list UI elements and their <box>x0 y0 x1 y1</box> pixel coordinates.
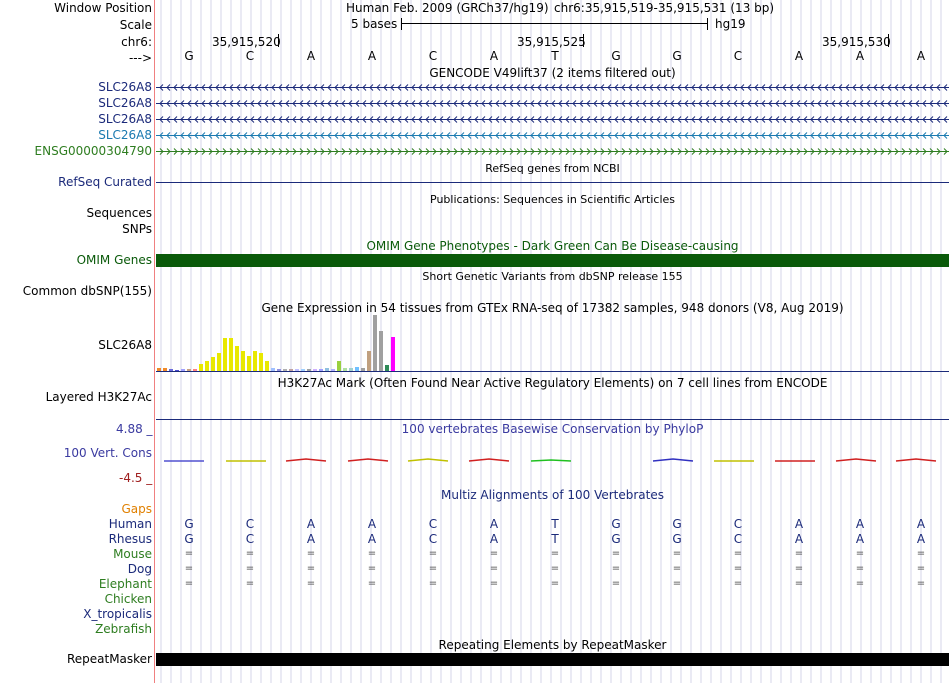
alignment-base: G <box>184 517 194 531</box>
gtex-tissue-bar[interactable] <box>331 369 335 371</box>
alignment-base: A <box>306 517 316 531</box>
gtex-label[interactable]: SLC26A8 <box>98 338 152 352</box>
alignment-base: T <box>551 517 559 531</box>
alignment-base: A <box>916 517 926 531</box>
alignment-match: = <box>367 563 377 574</box>
multiz-species-label[interactable]: X_tropicalis <box>83 607 152 621</box>
multiz-species-label[interactable]: Zebrafish <box>95 622 152 636</box>
dbsnp-label[interactable]: Common dbSNP(155) <box>22 284 152 298</box>
alignment-match: = <box>184 563 194 574</box>
alignment-match: = <box>733 548 743 559</box>
alignment-match: = <box>611 563 621 574</box>
gtex-tissue-bar[interactable] <box>349 368 353 371</box>
gtex-tissue-bar[interactable] <box>205 361 209 371</box>
alignment-match: = <box>794 578 804 589</box>
gtex-tissue-bar[interactable] <box>187 369 191 371</box>
alignment-match: = <box>245 563 255 574</box>
omim-track-title[interactable]: OMIM Gene Phenotypes - Dark Green Can Be Disease-causing <box>366 239 739 253</box>
gtex-track-title[interactable]: Gene Expression in 54 tissues from GTEx RNA-seq of 17382 samples, 948 donors (V8, Aug 2019) <box>261 301 844 315</box>
phylop-track-title[interactable]: 100 vertebrates Basewise Conservation by PhyloP <box>401 422 704 436</box>
gtex-tissue-bar[interactable] <box>247 356 251 371</box>
sequence-base: A <box>855 49 865 63</box>
gtex-tissue-bar[interactable] <box>193 369 197 371</box>
tick-mark <box>888 34 889 47</box>
window-position-text[interactable]: chr6:35,915,519-35,915,531 (13 bp) <box>554 1 775 15</box>
phylop-score-mark <box>469 459 509 461</box>
alignment-match: = <box>855 548 865 559</box>
alignment-base: A <box>855 517 865 531</box>
dbsnp-track-title[interactable]: Short Genetic Variants from dbSNP release 155 <box>422 270 683 283</box>
h3k27ac-track-title[interactable]: H3K27Ac Mark (Often Found Near Active Regulatory Elements) on 7 cell lines from ENCODE <box>277 376 828 390</box>
multiz-species-label[interactable]: Dog <box>127 562 152 576</box>
multiz-species-label[interactable]: Human <box>108 517 152 531</box>
tick-label: 35,915,530 <box>822 35 891 49</box>
sequence-base: C <box>733 49 743 63</box>
alignment-base: G <box>672 532 682 546</box>
omim-feature-bar[interactable] <box>156 254 949 267</box>
gtex-tissue-bar[interactable] <box>223 338 227 371</box>
phylop-score-mark <box>348 459 388 461</box>
gtex-tissue-bar[interactable] <box>169 369 173 371</box>
alignment-match: = <box>550 548 560 559</box>
strand-label: ---> <box>128 51 152 65</box>
alignment-match: = <box>672 548 682 559</box>
alignment-match: = <box>306 563 316 574</box>
gtex-tissue-bar[interactable] <box>253 351 257 371</box>
gencode-gene-features[interactable] <box>156 80 950 160</box>
gtex-tissue-bar[interactable] <box>307 369 311 371</box>
gtex-tissue-bar[interactable] <box>355 367 359 371</box>
alignment-match: = <box>550 578 560 589</box>
sequence-base: C <box>245 49 255 63</box>
gtex-tissue-bar[interactable] <box>295 369 299 371</box>
sequence-base: C <box>428 49 438 63</box>
gtex-tissue-bar[interactable] <box>157 368 161 371</box>
alignment-base: G <box>184 532 194 546</box>
tick-mark <box>278 34 279 47</box>
sequence-base: G <box>611 49 621 63</box>
alignment-base: C <box>428 532 438 546</box>
sequence-base: G <box>184 49 194 63</box>
alignment-base: A <box>916 532 926 546</box>
alignment-match: = <box>428 578 438 589</box>
alignment-match: = <box>306 548 316 559</box>
phylop-score-mark <box>896 459 936 461</box>
alignment-match: = <box>184 578 194 589</box>
gtex-tissue-bar[interactable] <box>373 315 377 371</box>
alignment-match: = <box>184 548 194 559</box>
sequence-base: A <box>306 49 316 63</box>
phylop-conservation-plot[interactable] <box>156 450 950 470</box>
gtex-tissue-bar[interactable] <box>325 368 329 371</box>
tick-label: 35,915,525 <box>517 35 586 49</box>
h3k27ac-baseline <box>156 419 949 420</box>
gtex-tissue-bar[interactable] <box>199 364 203 371</box>
phylop-min-label: -4.5 _ <box>119 471 153 485</box>
omim-label[interactable]: OMIM Genes <box>76 253 152 267</box>
refseq-gene-line[interactable] <box>156 182 949 183</box>
phylop-score-mark <box>653 459 693 461</box>
gtex-tissue-bar[interactable] <box>343 368 347 371</box>
gtex-tissue-bar[interactable] <box>163 368 167 371</box>
sequence-base: T <box>551 49 559 63</box>
repeatmasker-label[interactable]: RepeatMasker <box>66 652 152 666</box>
alignment-match: = <box>733 578 743 589</box>
alignment-match: = <box>733 563 743 574</box>
alignment-match: = <box>611 578 621 589</box>
alignment-match: = <box>428 563 438 574</box>
gtex-tissue-bar[interactable] <box>289 369 293 371</box>
snps-label[interactable]: SNPs <box>122 222 152 236</box>
gtex-tissue-bar[interactable] <box>319 369 323 371</box>
gtex-tissue-bar[interactable] <box>301 369 305 371</box>
track-area-border <box>154 0 155 683</box>
gtex-tissue-bar[interactable] <box>175 370 179 371</box>
alignment-base: C <box>245 532 255 546</box>
alignment-base: A <box>367 532 377 546</box>
sequence-base: A <box>367 49 377 63</box>
multiz-species-label[interactable]: Chicken <box>104 592 152 606</box>
chrom-label: chr6: <box>121 35 152 49</box>
scale-bar <box>401 18 708 30</box>
sequence-base: A <box>489 49 499 63</box>
scale-text: 5 bases <box>351 17 398 31</box>
gtex-tissue-bar[interactable] <box>181 369 185 371</box>
alignment-base: A <box>855 532 865 546</box>
phylop-max-label: 4.88 _ <box>116 422 153 436</box>
gtex-tissue-bar[interactable] <box>367 351 371 371</box>
phylop-score-mark <box>531 460 571 461</box>
gtex-tissue-bar[interactable] <box>235 346 239 371</box>
h3k27ac-label[interactable]: Layered H3K27Ac <box>45 390 152 404</box>
refseq-track-title[interactable]: RefSeq genes from NCBI <box>485 162 620 175</box>
gtex-tissue-bar[interactable] <box>211 357 215 371</box>
alignment-match: = <box>855 563 865 574</box>
alignment-base: A <box>489 532 499 546</box>
phylop-score-mark <box>408 459 448 461</box>
alignment-match: = <box>794 548 804 559</box>
gtex-tissue-bar[interactable] <box>337 361 341 371</box>
alignment-match: = <box>489 563 499 574</box>
gtex-tissue-bar[interactable] <box>271 368 275 371</box>
alignment-base: A <box>794 517 804 531</box>
alignment-base: C <box>733 517 743 531</box>
phylop-label[interactable]: 100 Vert. Cons <box>63 446 152 460</box>
repeatmasker-track-title[interactable]: Repeating Elements by RepeatMasker <box>438 638 667 652</box>
multiz-species-label[interactable]: Elephant <box>98 577 152 591</box>
alignment-base: G <box>611 517 621 531</box>
sequence-base: A <box>794 49 804 63</box>
gtex-tissue-bar[interactable] <box>217 353 221 371</box>
alignment-base: A <box>489 517 499 531</box>
gtex-tissue-bar[interactable] <box>361 368 365 371</box>
tick-mark <box>583 34 584 47</box>
gtex-tissue-bar[interactable] <box>277 369 281 371</box>
refseq-label[interactable]: RefSeq Curated <box>58 175 152 189</box>
assembly-title: Human Feb. 2009 (GRCh37/hg19) <box>346 1 549 15</box>
repeatmasker-feature-bar[interactable] <box>156 653 949 666</box>
alignment-match: = <box>245 548 255 559</box>
alignment-match: = <box>428 548 438 559</box>
multiz-species-label[interactable]: Rhesus <box>108 532 152 546</box>
alignment-match: = <box>794 563 804 574</box>
alignment-match: = <box>855 578 865 589</box>
phylop-score-mark <box>836 459 876 461</box>
alignment-base: G <box>611 532 621 546</box>
alignment-match: = <box>672 563 682 574</box>
alignment-match: = <box>367 548 377 559</box>
alignment-match: = <box>916 563 926 574</box>
publications-track-title[interactable]: Publications: Sequences in Scientific Articles <box>430 193 675 206</box>
gtex-expression-bars[interactable] <box>156 315 950 373</box>
scale-label: Scale <box>119 18 152 32</box>
gtex-tissue-bar[interactable] <box>259 353 263 371</box>
gencode-track-title[interactable]: GENCODE V49lift37 (2 items filtered out) <box>429 66 676 80</box>
gtex-tissue-bar[interactable] <box>391 337 395 371</box>
gtex-tissue-bar[interactable] <box>385 365 389 371</box>
sequence-base: A <box>916 49 926 63</box>
alignment-match: = <box>916 578 926 589</box>
gencode-gene-label[interactable]: SLC26A8 <box>98 112 152 126</box>
alignment-base: A <box>794 532 804 546</box>
alignment-match: = <box>611 548 621 559</box>
alignment-match: = <box>367 578 377 589</box>
alignment-base: A <box>367 517 377 531</box>
alignment-base: G <box>672 517 682 531</box>
alignment-match: = <box>245 578 255 589</box>
alignment-match: = <box>916 548 926 559</box>
alignment-match: = <box>672 578 682 589</box>
alignment-match: = <box>489 578 499 589</box>
gtex-tissue-bar[interactable] <box>313 369 317 371</box>
multiz-track-title[interactable]: Multiz Alignments of 100 Vertebrates <box>440 488 665 502</box>
sequence-base: G <box>672 49 682 63</box>
gtex-tissue-bar[interactable] <box>283 369 287 371</box>
gtex-tissue-bar[interactable] <box>229 338 233 371</box>
tick-label: 35,915,520 <box>212 35 281 49</box>
gtex-tissue-bar[interactable] <box>265 361 269 371</box>
phylop-score-mark <box>286 459 326 461</box>
gencode-gene-label[interactable]: ENSG00000304790 <box>34 144 152 158</box>
alignment-base: C <box>733 532 743 546</box>
gencode-gene-label[interactable]: SLC26A8 <box>98 96 152 110</box>
alignment-base: C <box>428 517 438 531</box>
gencode-gene-label[interactable]: SLC26A8 <box>98 128 152 142</box>
gtex-tissue-bar[interactable] <box>379 331 383 371</box>
alignment-base: A <box>306 532 316 546</box>
alignment-base: T <box>551 532 559 546</box>
publications-label[interactable]: Sequences <box>86 206 152 220</box>
gencode-gene-label[interactable]: SLC26A8 <box>98 80 152 94</box>
gtex-tissue-bar[interactable] <box>241 351 245 371</box>
alignment-match: = <box>489 548 499 559</box>
alignment-match: = <box>306 578 316 589</box>
scale-assembly: hg19 <box>715 17 746 31</box>
alignment-match: = <box>550 563 560 574</box>
window-position-label: Window Position <box>54 1 152 15</box>
multiz-gaps-label[interactable]: Gaps <box>121 502 152 516</box>
multiz-species-label[interactable]: Mouse <box>113 547 152 561</box>
alignment-base: C <box>245 517 255 531</box>
